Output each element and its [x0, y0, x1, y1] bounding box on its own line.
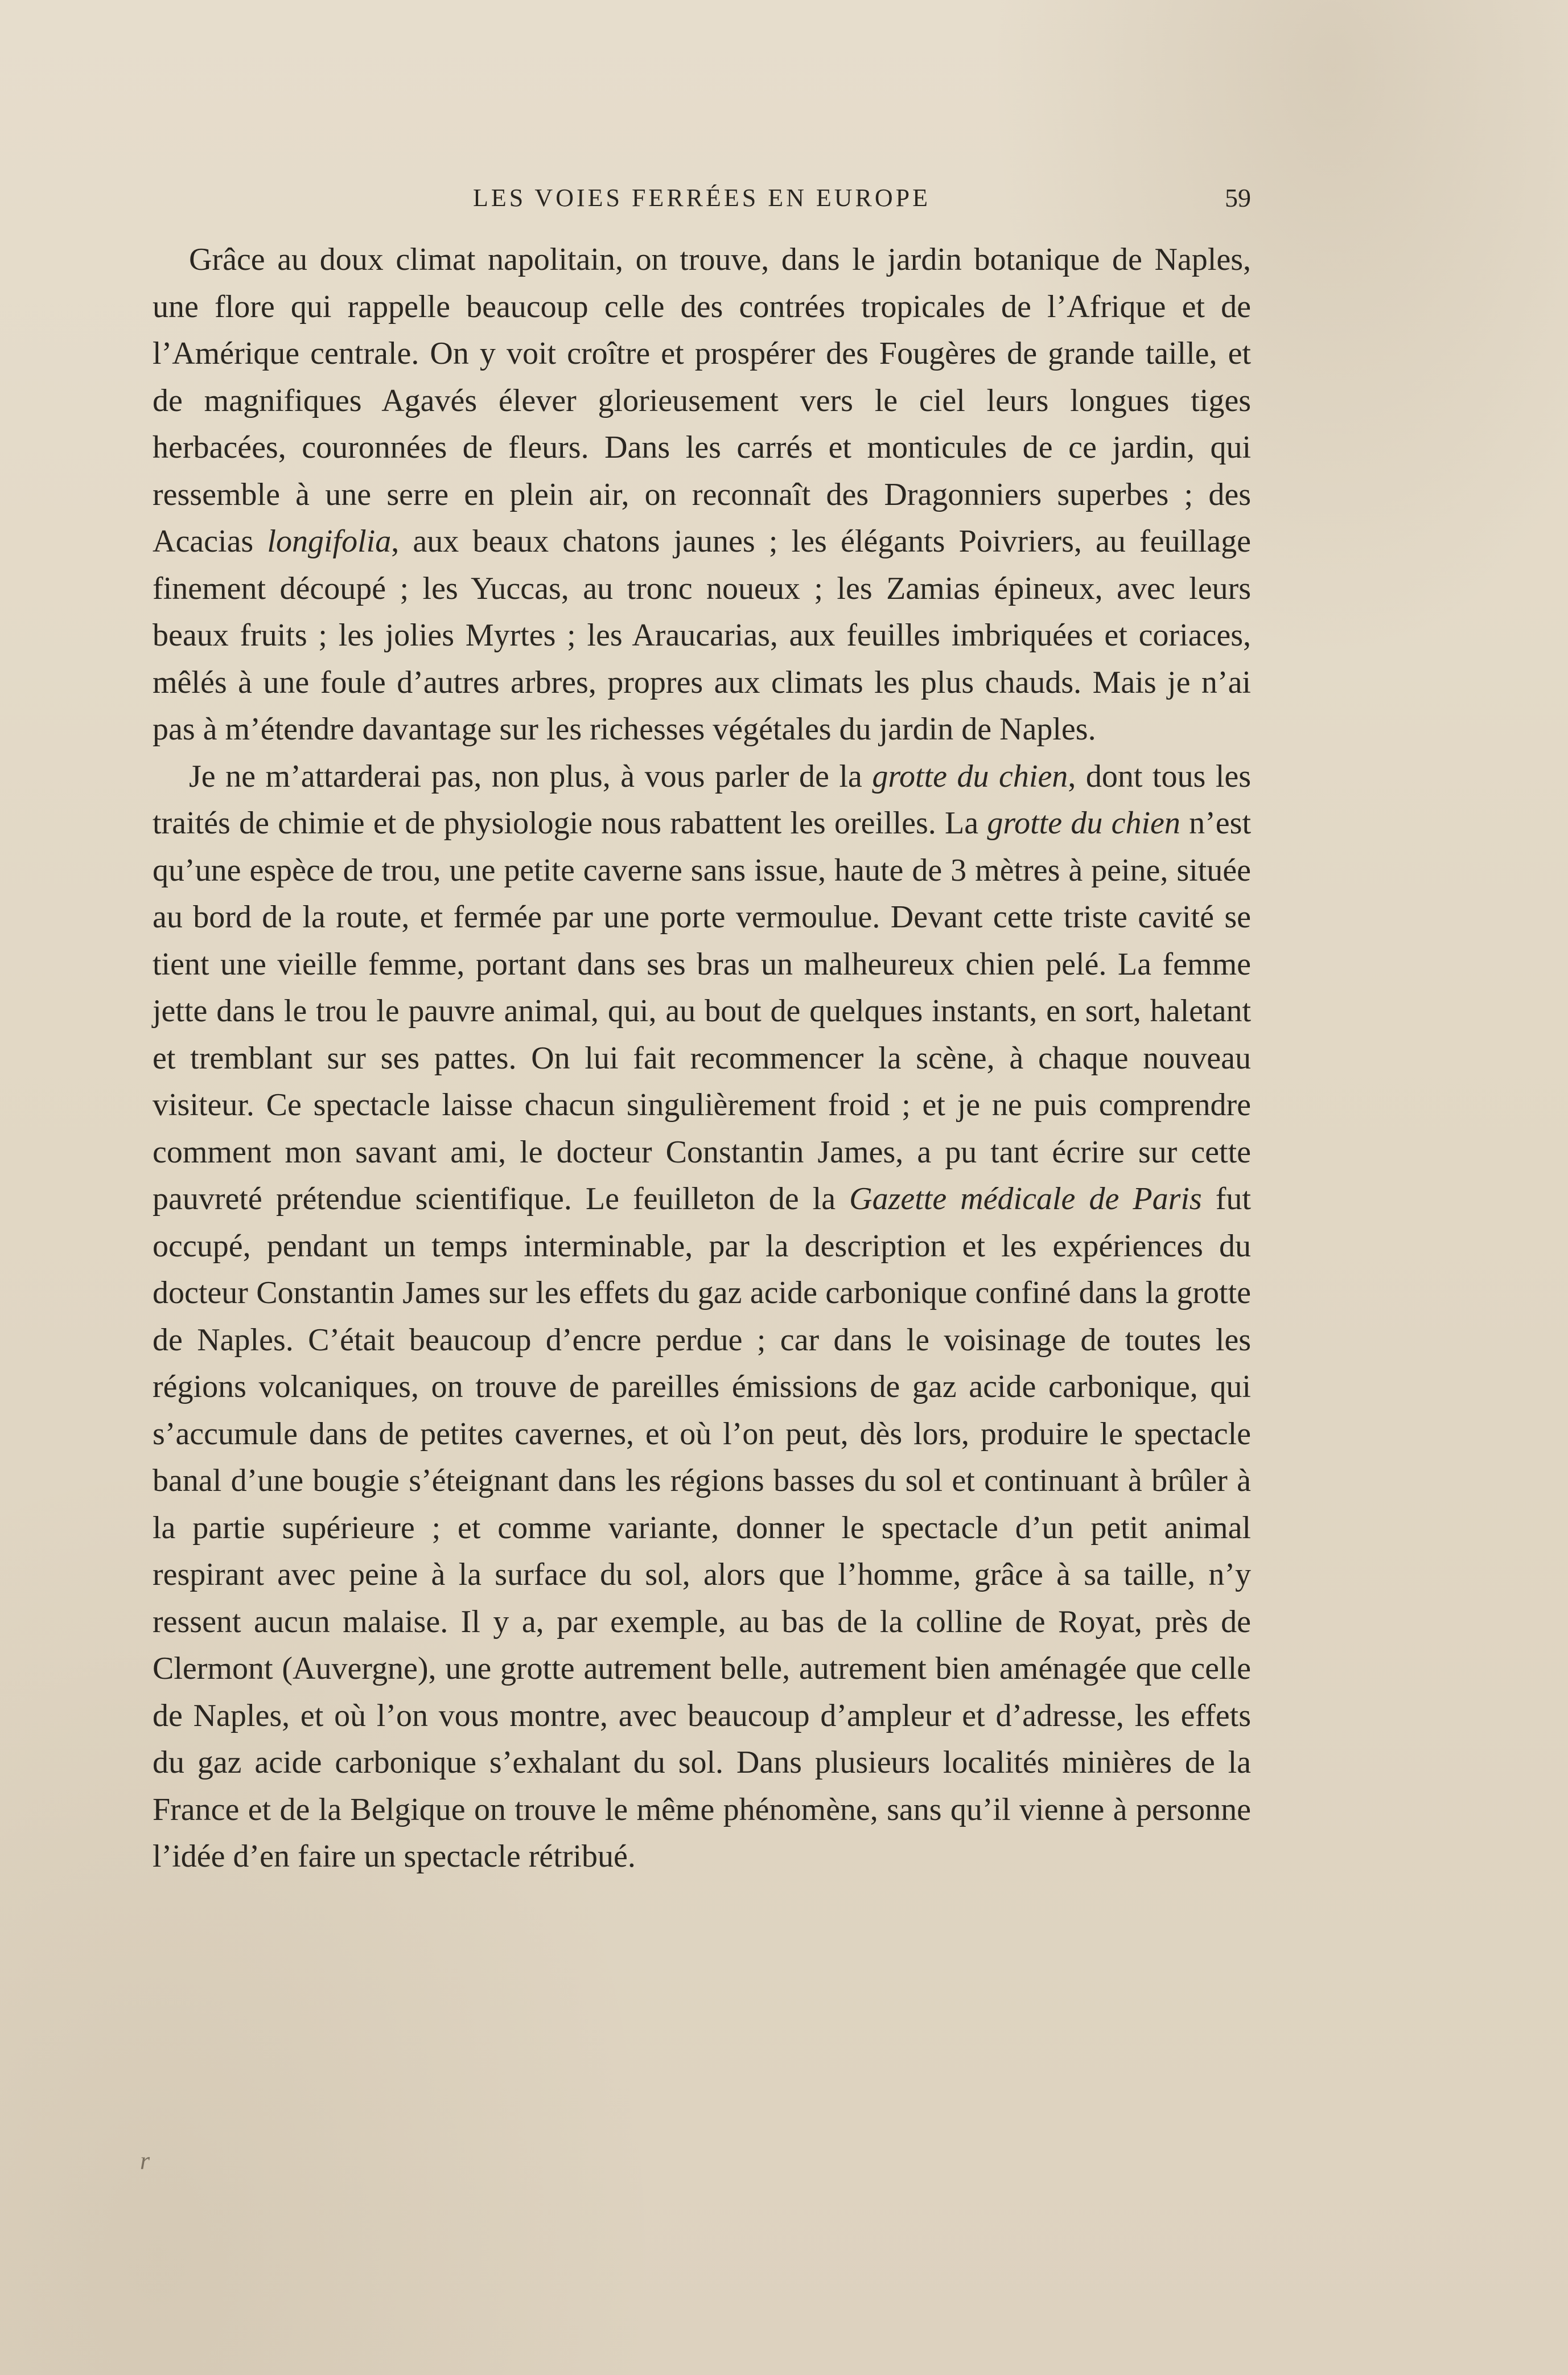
paragraph-2-text-b: , dont tous les traités de chimie et de physiologie nous rabattent les oreilles. La: [153, 758, 1251, 841]
paragraph-1-text-a: Grâce au doux climat napolitain, on trouve, dans le jardin botanique de Naples, une flore qui rappelle beaucoup celle des contrées tropicales de l’Afrique et de l’Amérique centrale. On y voit croître et prospérer des Fougères de grande taille, et de magnifiques Agavés élever glorieusement vers le ciel leurs longues tiges herbacées, couronnées de fleurs. Dans les carrés et monticules de ce jardin, qui ressemble à une serre en plein air, on reconnaît des Dragonniers superbes ; des Acacias: [153, 242, 1251, 559]
page-number: 59: [1225, 183, 1251, 212]
stray-ink-mark: r: [140, 2147, 150, 2175]
running-title: LES VOIES FERRÉES EN EUROPE: [472, 184, 931, 212]
running-head: [153, 181, 1251, 215]
italic-grotte-du-chien-1: grotte du chien: [872, 758, 1068, 794]
paragraph-2-text-d: fut occupé, pendant un temps interminable, par la description et les expériences du docteur Constantin James sur les effets du gaz acide carbonique confiné dans la grotte de Naples. C’était beaucoup d’encre perdue ; car dans le voisinage de toutes les régions volcaniques, on trouve de pareilles émissions de gaz acide carbonique, qui s’accumule dans de petites cavernes, et où l’on peut, dès lors, produire le spectacle banal d’une bougie s’éteignant dans les régions basses du sol et continuant à brûler à la partie supérieure ; et comme variante, donner le spectacle d’un petit animal respirant avec peine à la surface du sol, alors que l’homme, grâce à sa taille, n’y ressent aucun malaise. Il y a, par exemple, au bas de la colline de Royat, près de Clermont (Auvergne), une grotte autrement belle, autrement bien aménagée que celle de Naples, et où l’on vous montre, avec beaucoup d’ampleur et d’adresse, les effets du gaz acide carbonique s’exhalant du sol. Dans plusieurs localités minières de la France et de la Belgique on trouve le même phénomène, sans qu’il vienne à personne l’idée d’en faire un spectacle rétribué.: [153, 1181, 1251, 1874]
body-text: [153, 236, 1251, 1880]
italic-gazette-medicale: Gazette médicale de Paris: [849, 1181, 1202, 1217]
italic-grotte-du-chien-2: grotte du chien: [987, 806, 1180, 841]
paragraph-2-text-a: Je ne m’attarderai pas, non plus, à vous parler de la: [189, 758, 873, 794]
paragraph-2-text-c: n’est qu’une espèce de trou, une petite caverne sans issue, haute de 3 mètres à peine, située au bord de la route, et fermée par une porte vermoulue. Devant cette triste cavité se tient une vieille femme, portant dans ses bras un malheureux chien pelé. La femme jette dans le trou le pauvre animal, qui, au bout de quelques instants, en sort, haletant et tremblant sur ses pattes. On lui fait recommencer la scène, à chaque nouveau visiteur. Ce spectacle laisse chacun singulièrement froid ; et je ne puis comprendre comment mon savant ami, le docteur Constantin James, a pu tant écrire sur cette pauvreté prétendue scientifique. Le feuilleton de la: [153, 806, 1251, 1217]
paragraph-2: [153, 753, 1251, 1880]
italic-longifolia: longifolia: [267, 524, 392, 559]
paragraph-1-text-b: , aux beaux chatons jaunes ; les élégants Poivriers, au feuillage finement découpé ; les Yuccas, au tronc noueux ; les Zamias épineux, avec leurs beaux fruits ; les jolies Myrtes ; les Araucarias, aux feuilles imbriquées et coriaces, mêlés à une foule d’autres arbres, propres aux climats les plus chauds. Mais je n’ai pas à m’étendre davantage sur les richesses végétales du jardin de Naples.: [153, 524, 1251, 747]
paragraph-1: [153, 236, 1251, 753]
